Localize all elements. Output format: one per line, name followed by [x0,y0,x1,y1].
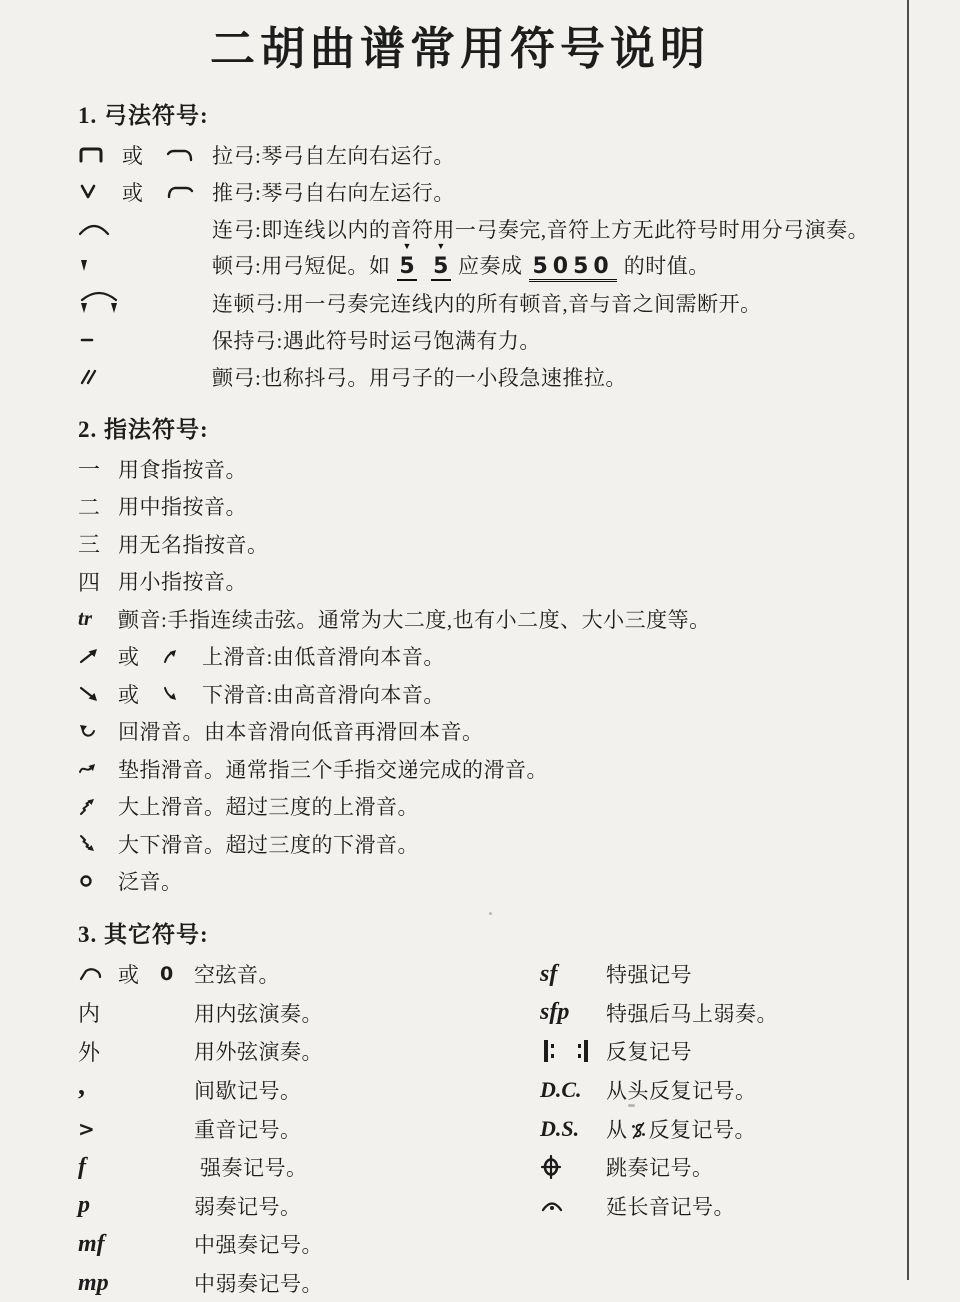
inner-string-symbol: 内 [78,1001,101,1027]
desc-text: 反复记号。 [648,1117,756,1142]
section-heading: 3. 其它符号: [78,922,209,947]
open-string-symbols [78,959,194,989]
symbol-row [78,994,540,1033]
symbol-row [540,1032,778,1071]
slide-up-arrow-icon [78,647,118,665]
symbol-row [78,750,900,788]
symbol-row [78,955,540,994]
big-slide-up-icon [78,797,118,816]
symbol-row [78,1264,540,1302]
desc-text: 顿弓:用弓短促。如 [212,253,391,278]
breath-mark-symbol: , [78,1070,85,1102]
symbol-desc: 空弦音。 [194,963,280,988]
symbol-row [78,173,900,210]
symbol-row [540,1187,778,1226]
section-fingering [78,411,900,900]
slurred-staccato-icon [78,291,122,315]
symbol-desc: 保持弓:遇此符号时运弓饱满有力。 [212,328,541,353]
symbol-desc: 大下滑音。超过三度的下滑音。 [118,832,419,857]
symbol-row [78,675,900,713]
symbol-desc: 跳奏记号。 [606,1156,714,1181]
harmonic-circle-icon [78,873,118,889]
open-string-icon [78,966,118,982]
scan-speck [489,912,492,915]
accent-symbol: > [78,1116,95,1141]
pad-finger-slide-icon [78,761,118,776]
symbol-row [78,863,900,901]
symbol-row [78,825,900,863]
mezzo-forte-symbol: mf [78,1230,105,1257]
symbol-desc: 特强后马上弱奏。 [606,1001,778,1026]
symbol-desc: 上滑音:由低音滑向本音。 [202,645,445,670]
symbol-desc: 中强奏记号。 [194,1233,323,1258]
da-capo-symbol: D.C. [540,1077,582,1103]
section-other [78,916,900,949]
symbol-desc [212,240,710,282]
slur-icon [78,221,122,237]
symbol-row [540,994,778,1033]
section-heading: 1. 弓法符号: [78,103,209,128]
symbol-row [78,450,900,488]
outer-string-symbol: 外 [78,1039,101,1065]
other-symbols-left-column [78,955,540,1302]
finger-1-symbol: 一 [78,457,101,483]
forte-symbol: f [78,1153,86,1180]
symbol-desc: 从头反复记号。 [606,1079,757,1104]
slide-up-curved-arrow-icon [162,648,202,665]
repeat-sign-icon [540,1037,606,1065]
symbol-desc: 延长音记号。 [606,1194,735,1219]
symbol-row [540,1148,778,1187]
symbol-desc: 推弓:琴弓自右向左运行。 [212,180,455,205]
finger-3-symbol: 三 [78,532,101,558]
symbol-desc: 用无名指按音。 [118,532,269,557]
desc-text: 从 [606,1117,628,1142]
symbol-desc: 特强记号 [606,963,692,988]
symbol-desc: 用食指按音。 [118,457,247,482]
symbol-row [78,1187,540,1226]
staccato-wedge-icon [78,258,122,273]
symbol-desc: 下滑音:由高音滑向本音。 [202,682,445,707]
symbol-desc: 用中指按音。 [118,495,247,520]
symbol-row [78,525,900,563]
or-label: 或 [118,682,139,707]
staccato-note [431,240,451,281]
symbol-desc [606,1114,756,1144]
symbol-row [78,136,900,173]
page-title: 二胡曲谱常用符号说明 [209,24,710,74]
up-bow-icon [78,183,122,200]
symbol-row [78,563,900,601]
page-right-rule [907,0,909,1280]
symbol-desc: 垫指滑音。通常指三个手指交递完成的滑音。 [118,757,548,782]
slide-down-arrow-icon [78,685,118,703]
symbol-row [78,321,900,358]
symbol-desc: 强奏记号。 [200,1156,308,1181]
symbol-desc: 中弱奏记号。 [194,1272,323,1297]
staccato-wedge-icon: ▼ [402,240,412,251]
section-bowing [78,97,900,395]
finger-4-symbol: 四 [78,569,101,595]
symbol-desc: 用小指按音。 [118,570,247,595]
symbol-row [78,1225,540,1264]
symbol-desc: 泛音。 [118,870,183,895]
return-slide-arrow-icon [78,723,118,740]
symbol-row [78,1109,540,1148]
desc-text: 应奏成 [457,253,523,278]
symbol-row [540,955,778,994]
slide-down-curved-arrow-icon [162,685,202,702]
symbol-row [78,600,900,638]
segno-icon [631,1121,646,1140]
staccato-wedge-icon: ▼ [436,240,446,251]
symbol-desc: 回滑音。由本音滑向低音再滑回本音。 [118,720,484,745]
down-bow-alt-icon [166,147,212,163]
symbol-row [78,1032,540,1071]
symbol-desc: 颤弓:也称抖弓。用弓子的一小段急速推拉。 [212,365,627,390]
note-sequence: 5050 [529,254,616,282]
down-bow-icon [78,146,122,163]
symbol-desc: 间歇记号。 [194,1079,302,1104]
note-digit: 5 [433,253,449,279]
symbol-desc: 用外弦演奏。 [194,1040,323,1065]
sforzando-piano-symbol: sfp [540,999,570,1026]
finger-2-symbol: 二 [78,494,101,520]
coda-icon [540,1154,606,1180]
or-label: 或 [122,143,143,168]
symbol-desc: 连顿弓:用一弓奏完连线内的所有顿音,音与音之间需断开。 [212,291,762,316]
symbol-row [78,1148,540,1187]
symbol-row [78,358,900,395]
symbol-desc: 重音记号。 [194,1117,302,1142]
symbol-desc: 连弓:即连线以内的音符用一弓奏完,音符上方无此符号时用分弓演奏。 [212,217,870,242]
symbol-desc: 拉弓:琴弓自左向右运行。 [212,143,455,168]
note-digit: 5 [399,253,416,279]
symbol-row [78,240,900,284]
trill-symbol: tr [78,606,93,631]
section-heading: 2. 指法符号: [78,417,209,442]
or-label: 或 [122,180,143,205]
scan-speck [628,1104,635,1107]
symbol-desc: 用内弦演奏。 [194,1001,323,1026]
staccato-note [397,240,417,281]
piano-symbol: p [78,1192,90,1219]
other-symbols-right-column [540,955,778,1302]
dal-segno-symbol: D.S. [540,1115,580,1141]
symbol-row [540,1109,778,1148]
mezzo-piano-symbol: mp [78,1269,109,1296]
symbol-desc: 大上滑音。超过三度的上滑音。 [118,795,419,820]
symbol-desc: 反复记号 [606,1040,692,1065]
tenuto-icon [78,335,122,345]
or-label: 或 [118,645,139,670]
fermata-icon [540,1198,606,1213]
symbol-row [78,284,900,321]
symbol-row [78,788,900,826]
symbol-row [78,1071,540,1110]
tremolo-icon [78,368,122,386]
symbol-row [78,713,900,751]
symbol-row [540,1071,778,1110]
up-bow-alt-icon [166,184,212,200]
zero-symbol: 0 [160,963,174,986]
symbol-desc: 颤音:手指连续击弦。通常为大二度,也有小二度、大小三度等。 [118,607,711,632]
or-label: 或 [118,963,139,988]
big-slide-down-icon [78,834,118,853]
other-symbols-columns [78,955,960,1302]
desc-text: 的时值。 [623,253,710,278]
symbol-row [78,488,900,526]
sforzando-symbol: sf [540,960,558,987]
symbol-row [78,638,900,676]
symbol-desc: 弱奏记号。 [194,1194,302,1219]
symbol-row [78,210,900,247]
